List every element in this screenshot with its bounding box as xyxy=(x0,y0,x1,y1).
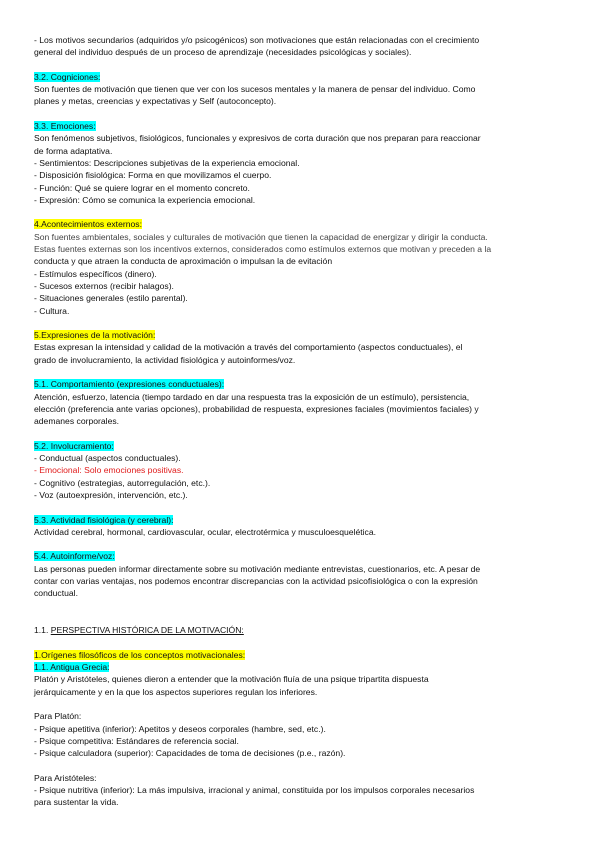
paragraph-line: Actividad cerebral, hormonal, cardiovascular, ocular, electrotérmica y musculoesquelética. xyxy=(34,526,376,537)
list-item: - Estímulos específicos (dinero). xyxy=(34,268,157,279)
list-item: - Situaciones generales (estilo parental). xyxy=(34,293,188,304)
paragraph-line: grado de involucramiento, la actividad fisiológica y autoinformes/voz. xyxy=(34,354,296,365)
list-item: - Disposición fisiológica: Forma en que movilizamos el cuerpo. xyxy=(34,170,272,181)
section-heading-acontecimientos: 4.Acontecimientos externos: xyxy=(34,219,142,230)
list-item: para sustentar la vida. xyxy=(34,797,119,808)
section-heading-actividad-fisiologica: 5.3. Actividad fisiológica (y cerebral): xyxy=(34,514,174,525)
list-item: - Psique nutritiva (inferior): La más impulsiva, irracional y animal, constituida por los impulsos corporales necesarios xyxy=(34,785,475,796)
list-item: - Conductual (aspectos conductuales). xyxy=(34,453,181,464)
paragraph-line: Son fuentes de motivación que tienen que ver con los sucesos mentales y la manera de pensar del individuo. Como xyxy=(34,84,476,95)
paragraph-line: conductual. xyxy=(34,588,78,599)
chapter-title: PERSPECTIVA HISTÓRICA DE LA MOTIVACIÓN: xyxy=(50,625,244,636)
list-item: - Sentimientos: Descripciones subjetivas de la experiencia emocional. xyxy=(34,157,300,168)
paragraph-line: de forma adaptativa. xyxy=(34,145,113,156)
chapter-number: 1.1. xyxy=(34,625,51,636)
section-heading-emociones: 3.3. Emociones: xyxy=(34,121,96,132)
section-heading-origenes: 1.Orígenes filosóficos de los conceptos motivacionales: xyxy=(34,649,246,660)
section-heading-comportamiento: 5.1. Comportamiento (expresiones conductuales): xyxy=(34,379,225,390)
document-page xyxy=(34,34,568,809)
paragraph-line: contar con varias ventajas, nos podemos encontrar discrepancias con la actividad psicofisiológica o con la expresión xyxy=(34,576,478,587)
paragraph-line: elección (preferencia ante varias opciones), probabilidad de respuesta, expresiones faciales (movimientos faciales) y xyxy=(34,403,479,414)
list-item: - Función: Qué se quiere lograr en el momento concreto. xyxy=(34,182,250,193)
intro-line: - Los motivos secundarios (adquiridos y/o psicogénicos) son motivaciones que están relacionadas con el crecimiento xyxy=(34,35,480,45)
chapter-heading xyxy=(34,624,568,636)
paragraph-line: ademanes corporales. xyxy=(34,416,120,427)
paragraph-line: Estas fuentes externas son los incentivos externos, considerados como estímulos externos que motivan y preceden a la xyxy=(34,244,492,255)
list-item: - Expresión: Cómo se comunica la experiencia emocional. xyxy=(34,194,256,205)
paragraph-line: Las personas pueden informar directamente sobre su motivación mediante entrevistas, cuestionarios, etc. A pesar de xyxy=(34,563,481,574)
section-heading-autoinforme: 5.4. Autoinforme/voz: xyxy=(34,551,115,562)
paragraph-line: Son fuentes ambientales, sociales y culturales de motivación que tienen la capacidad de energizar y dirigir la conducta. xyxy=(34,231,488,242)
section-heading-involucramiento: 5.2. Involucramiento: xyxy=(34,440,114,451)
section-heading-expresiones: 5.Expresiones de la motivación: xyxy=(34,330,156,341)
paragraph-line: planes y metas, creencias y expectativas y Self (autoconcepto). xyxy=(34,96,277,107)
list-item: - Sucesos externos (recibir halagos). xyxy=(34,280,174,291)
paragraph-line: Atención, esfuerzo, latencia (tiempo tardado en dar una respuesta tras la exposición de un estímulo), persistencia, xyxy=(34,391,470,402)
paragraph-line: jerárquicamente y en la que los aspectos superiores regulan los inferiores. xyxy=(34,686,318,697)
subheading-platon: Para Platón: xyxy=(34,711,82,722)
paragraph-line: conducta y que atraen la conducta de aproximación o impulsan la de evitación xyxy=(34,256,333,267)
paragraph-line: Estas expresan la intensidad y calidad de la motivación a través del comportamiento (aspectos conductuales), el xyxy=(34,342,463,353)
section-heading-antigua-grecia: 1.1. Antigua Grecia: xyxy=(34,662,110,673)
list-item: - Psique competitiva: Estándares de referencia social. xyxy=(34,735,239,746)
list-item: - Voz (autoexpresión, intervención, etc.). xyxy=(34,489,188,500)
list-item-emocional: - Emocional: Solo emociones positivas. xyxy=(34,465,184,476)
list-item: - Psique apetitiva (inferior): Apetitos y deseos corporales (hambre, sed, etc.). xyxy=(34,723,326,734)
subheading-aristoteles: Para Aristóteles: xyxy=(34,772,97,783)
list-item: - Cognitivo (estrategias, autorregulación, etc.). xyxy=(34,477,211,488)
paragraph-line: Platón y Aristóteles, quienes dieron a entender que la motivación fluía de una psique tripartita dispuesta xyxy=(34,674,429,685)
intro-line: general del individuo después de un proceso de aprendizaje (necesidades psicológicas y sociales). xyxy=(34,47,412,58)
list-item: - Cultura. xyxy=(34,305,70,316)
paragraph-line: Son fenómenos subjetivos, fisiológicos, funcionales y expresivos de corta duración que nos preparan para reaccionar xyxy=(34,133,481,144)
section-heading-cogniciones: 3.2. Cogniciones: xyxy=(34,71,101,82)
list-item: - Psique calculadora (superior): Capacidades de toma de decisiones (p.e., razón). xyxy=(34,748,346,759)
